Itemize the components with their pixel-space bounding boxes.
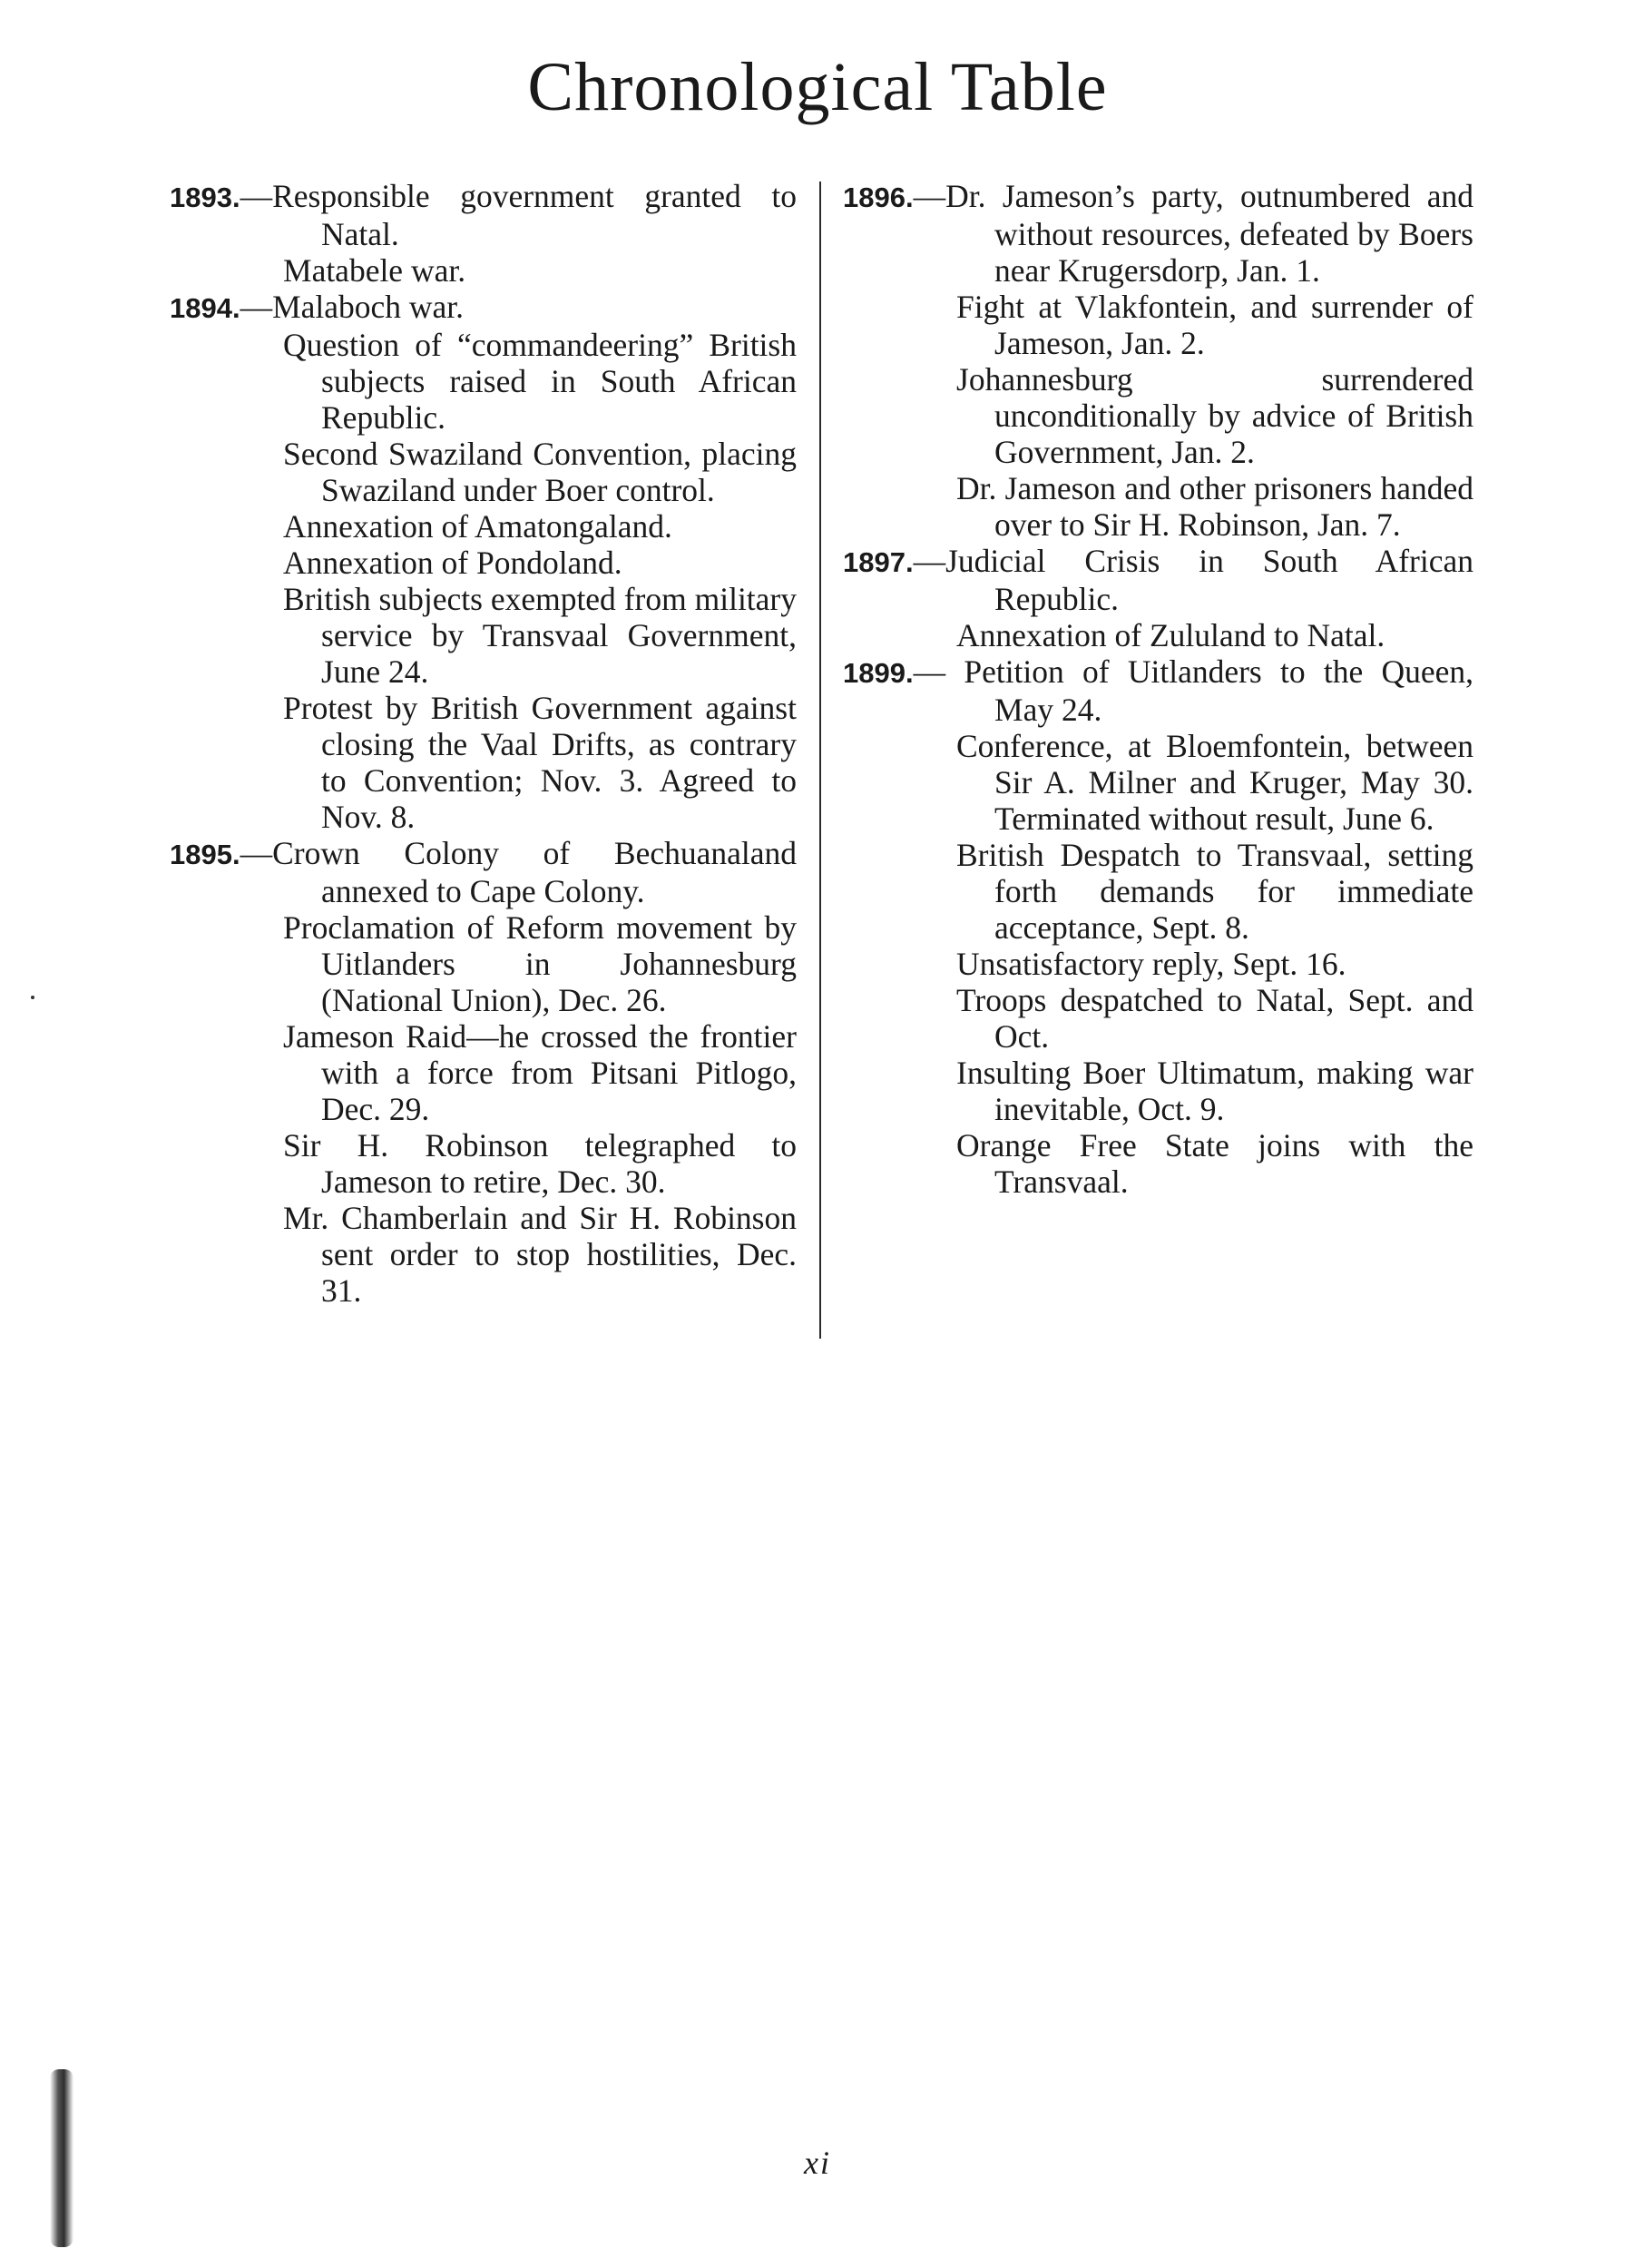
entry-text: —Malaboch war. [240, 289, 465, 325]
entry-text: Unsatisfactory reply, Sept. 16. [956, 946, 1346, 982]
scan-margin-dot [31, 996, 34, 999]
chronology-entry [843, 653, 1473, 728]
entry-text: Mr. Chamberlain and Sir H. Robinson sent order to stop hostilities, Dec. 31. [283, 1200, 797, 1309]
chronology-entry [843, 543, 1473, 617]
chronology-entry [843, 946, 1473, 982]
entry-text: Jameson Raid—he crossed the frontier with a force from Pitsani Pitlogo, Dec. 29. [283, 1018, 797, 1127]
entry-text: Annexation of Zululand to Natal. [956, 617, 1385, 653]
chronology-entry [170, 252, 797, 289]
chronology-entry [843, 1055, 1473, 1127]
year-label: 1895. [170, 839, 240, 870]
page-title: Chronological Table [527, 49, 1108, 125]
chronology-entry [170, 1018, 797, 1127]
chronology-entry [843, 728, 1473, 837]
chronology-entry [170, 436, 797, 508]
entry-text: Matabele war. [283, 252, 466, 289]
chronology-entry [170, 909, 797, 1018]
entry-text: —Responsible government granted to Natal. [240, 178, 797, 252]
entry-text: —Dr. Jameson’s party, outnumbered and without resources, defeated by Boers near Krugersdorp, Jan. 1. [913, 178, 1473, 289]
year-label: 1896. [843, 182, 914, 213]
chronology-entry [843, 470, 1473, 543]
year-label: 1899. [843, 657, 914, 689]
scan-margin-mark [50, 2069, 73, 2247]
chronology-right-column [843, 178, 1473, 1200]
chronology-entry [170, 545, 797, 581]
year-label: 1897. [843, 546, 914, 578]
chronology-entry [170, 690, 797, 835]
chronology-entry [170, 835, 797, 909]
column-divider [819, 182, 821, 1339]
chronology-entry [843, 982, 1473, 1055]
chronology-entry [843, 617, 1473, 653]
chronology-entry [170, 327, 797, 436]
entry-text: Question of “commandeering” British subjects raised in South African Republic. [283, 327, 797, 436]
chronology-entry [843, 361, 1473, 470]
chronology-entry [170, 1127, 797, 1200]
chronology-left-column [170, 178, 797, 1309]
entry-text: Troops despatched to Natal, Sept. and Oct. [956, 982, 1473, 1055]
entry-text: British Despatch to Transvaal, setting forth demands for immediate acceptance, Sept. 8. [956, 837, 1473, 946]
entry-text: —Crown Colony of Bechuanaland annexed to Cape Colony. [240, 835, 797, 909]
chronology-entry [170, 289, 797, 327]
chronology-entry [843, 837, 1473, 946]
entry-text: Proclamation of Reform movement by Uitlanders in Johannesburg (National Union), Dec. 26. [283, 909, 797, 1018]
chronology-entry [843, 178, 1473, 289]
chronology-entry [843, 1127, 1473, 1200]
year-label: 1893. [170, 182, 240, 213]
entry-text: —Judicial Crisis in South African Republic. [913, 543, 1473, 617]
chronology-entry [170, 581, 797, 690]
entry-text: Johannesburg surrendered unconditionally by advice of British Government, Jan. 2. [956, 361, 1473, 470]
entry-text: Insulting Boer Ultimatum, making war inevitable, Oct. 9. [956, 1055, 1473, 1127]
year-label: 1894. [170, 292, 240, 324]
entry-text: Annexation of Amatongaland. [283, 508, 672, 545]
entry-text: Sir H. Robinson telegraphed to Jameson to retire, Dec. 30. [283, 1127, 797, 1200]
entry-text: Conference, at Bloemfontein, between Sir A. Milner and Kruger, May 30. Terminated without result, June 6. [956, 728, 1473, 837]
page-folio: xi [804, 2145, 831, 2181]
entry-text: — Petition of Uitlanders to the Queen, May 24. [913, 653, 1473, 728]
chronology-entry [843, 289, 1473, 361]
entry-text: Fight at Vlakfontein, and surrender of Jameson, Jan. 2. [956, 289, 1473, 361]
entry-text: Second Swaziland Convention, placing Swaziland under Boer control. [283, 436, 797, 508]
chronology-entry [170, 1200, 797, 1309]
entry-text: Annexation of Pondoland. [283, 545, 622, 581]
entry-text: Dr. Jameson and other prisoners handed over to Sir H. Robinson, Jan. 7. [956, 470, 1473, 543]
chronology-entry [170, 508, 797, 545]
entry-text: Protest by British Government against closing the Vaal Drifts, as contrary to Convention; Nov. 3. Agreed to Nov. 8. [283, 690, 797, 835]
chronology-entry [170, 178, 797, 252]
entry-text: British subjects exempted from military service by Transvaal Government, June 24. [283, 581, 797, 690]
entry-text: Orange Free State joins with the Transvaal. [956, 1127, 1473, 1200]
